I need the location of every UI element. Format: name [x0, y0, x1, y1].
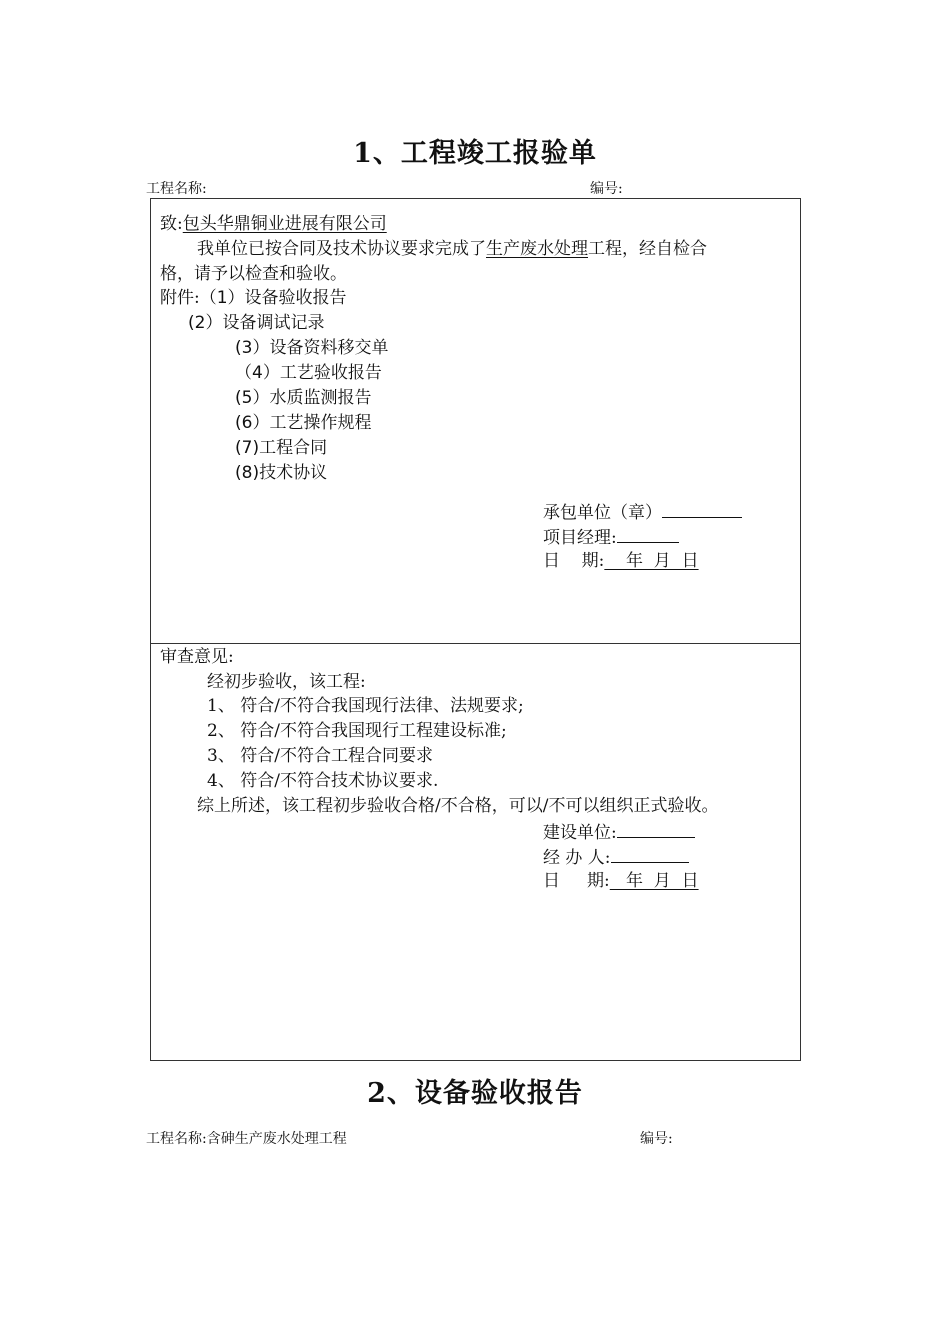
section2-number-label: 编号: — [640, 1131, 673, 1147]
attachment-item: (8)技术协议 — [235, 463, 328, 483]
attachment-item: （1）设备验收报告 — [199, 288, 347, 308]
attachment-item: (3）设备资料移交单 — [235, 338, 389, 358]
body-line-2: 格，请予以检查和验收。 — [160, 264, 347, 284]
attachment-item: (5）水质监测报告 — [235, 388, 372, 408]
handler-label: 经 办 人: — [543, 848, 611, 868]
attachment-item: (7)工程合同 — [235, 438, 328, 458]
builder-line — [543, 819, 695, 846]
handler-line — [543, 844, 689, 871]
date-line — [543, 549, 699, 574]
review-summary: 综上所述，该工程初步验收合格/不合格，可以/不可以组织正式验收。 — [197, 796, 719, 816]
review-item: 1、 符合/不符合我国现行法律、法规要求; — [207, 696, 524, 716]
date-value: 年 月 日 — [604, 551, 699, 571]
builder-blank — [617, 819, 695, 838]
section2-title: 2、设备验收报告 — [367, 1078, 583, 1109]
date-label: 日 期: — [543, 551, 605, 571]
contractor-blank — [662, 499, 742, 518]
review-item: 4、 符合/不符合技术协议要求. — [207, 771, 439, 791]
review-item: 3、 符合/不符合工程合同要求 — [207, 746, 433, 766]
date2-line — [543, 869, 699, 894]
attachments-line — [160, 286, 347, 311]
manager-line — [543, 524, 679, 551]
to-label: 致: — [160, 214, 183, 234]
number-label: 编号: — [590, 181, 623, 197]
project-name-label: 工程名称: — [146, 181, 207, 197]
section2-project-label: 工程名称: — [146, 1131, 207, 1147]
body-text-b: 工程，经自检合 — [588, 239, 707, 259]
date2-value: 年 月 日 — [609, 871, 699, 891]
attachment-item: (6）工艺操作规程 — [235, 413, 372, 433]
manager-blank — [617, 524, 679, 543]
manager-label: 项目经理: — [543, 528, 617, 548]
contractor-label: 承包单位（章） — [543, 503, 662, 523]
contractor-line — [543, 499, 742, 526]
date2-label: 日 期: — [543, 871, 610, 891]
page-title: 1、工程竣工报验单 — [353, 138, 597, 169]
builder-label: 建设单位: — [543, 823, 617, 843]
attachment-item: （4）工艺验收报告 — [235, 363, 382, 383]
section2-project-name: 含砷生产废水处理工程 — [206, 1131, 347, 1147]
addressee-line — [160, 212, 387, 237]
to-company: 包头华鼎铜业进展有限公司 — [182, 214, 387, 234]
review-intro: 经初步验收，该工程: — [207, 672, 366, 692]
body-text-a: 我单位已按合同及技术协议要求完成了 — [197, 239, 486, 259]
handler-blank — [611, 844, 689, 863]
body-line-1 — [197, 237, 707, 262]
attachments-label: 附件: — [160, 288, 200, 308]
attachment-item: (2）设备调试记录 — [188, 313, 325, 333]
project-type: 生产废水处理 — [486, 239, 588, 259]
section2-project-line — [146, 1128, 347, 1148]
review-item: 2、 符合/不符合我国现行工程建设标准; — [207, 721, 507, 741]
review-label: 审查意见: — [160, 647, 234, 667]
